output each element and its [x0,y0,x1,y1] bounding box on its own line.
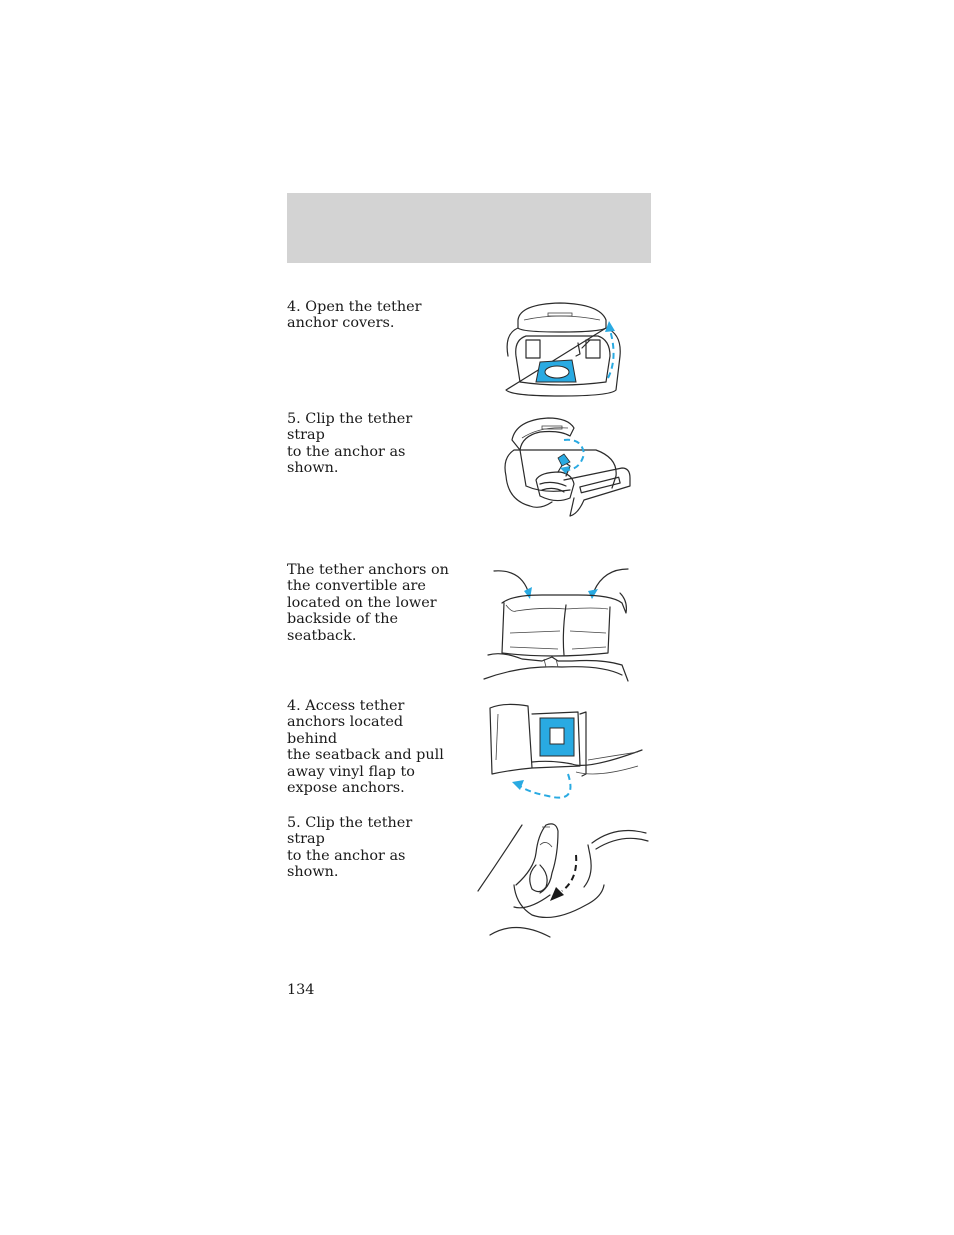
step-open-covers-text: 4. Open the tether anchor covers. [287,299,422,332]
convertible-anchor-note: The tether anchors on the convertible are located on the lower backside of the seatback. [287,562,449,644]
anchor-cover-open-illustration [500,298,630,400]
vinyl-flap-illustration [488,700,644,804]
step-access-anchors-text: 4. Access tether anchors located behind the seatback and pull away vinyl flap to expose anchors. [287,698,444,797]
header-band [287,193,651,263]
step-clip-strap-text-2: 5. Clip the tether strap to the anchor as shown. [287,815,413,881]
page-number: 134 [287,982,315,998]
strap-clip-detail-illustration [476,815,652,940]
step-clip-strap-text: 5. Clip the tether strap to the anchor as shown. [287,411,413,477]
clip-strap-illustration [500,410,640,525]
convertible-seatback-illustration [482,563,632,685]
